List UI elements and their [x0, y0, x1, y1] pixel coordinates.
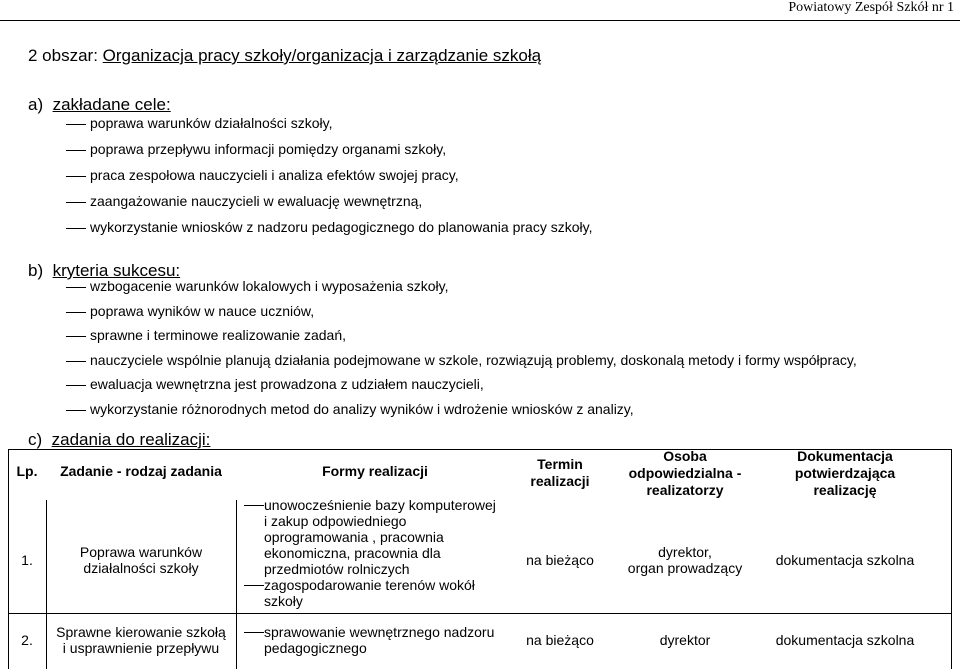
row1-forms-dash: [244, 505, 264, 506]
list-dash: [66, 124, 86, 125]
row2-task-line: i usprawnienie przepływu: [62, 640, 220, 656]
form-line: pedagogicznego: [264, 640, 367, 656]
list-item: ewaluacja wewnętrzna jest prowadzona z udziałem nauczycieli,: [90, 376, 484, 392]
header-term-line: Termin: [537, 456, 583, 472]
list-item: poprawa wyników w nauce uczniów,: [90, 302, 315, 319]
table-right-rule: [951, 449, 952, 669]
header-rule: [0, 20, 960, 21]
row1-person-line: organ prowadzący: [627, 560, 743, 576]
criteria-prefix: b): [28, 261, 44, 280]
list-dash: [66, 410, 86, 411]
form-line: przedmiotów rolniczych: [264, 561, 410, 577]
row2-task: [46, 624, 236, 656]
list-dash: [66, 287, 86, 288]
tasks-label: zadania do realizacji:: [51, 430, 211, 449]
row1-forms-item-1: [264, 497, 496, 577]
row1-task-line: działalności szkoły: [83, 560, 199, 576]
list-dash: [66, 312, 86, 313]
area-name: Organizacja pracy szkoły/organizacja i zarządzanie szkołą: [102, 46, 542, 65]
list-item: wzbogacenie warunków lokalowych i wyposażenia szkoły,: [90, 278, 449, 294]
form-line: i zakup odpowiedniego: [264, 513, 407, 529]
list-dash: [66, 150, 86, 151]
form-line: oprogramowania , pracownia: [264, 529, 444, 545]
row2-forms-dash: [244, 632, 264, 633]
row1-task-line: Poprawa warunków: [79, 544, 203, 560]
list-item: poprawa przepływu informacji pomiędzy organami szkoły,: [90, 141, 447, 157]
table-row-rule: [8, 613, 952, 614]
header-person-line: Osoba: [663, 448, 707, 464]
row2-person: dyrektor: [659, 632, 711, 648]
row1-person-line: dyrektor,: [658, 544, 712, 560]
row2-term: na bieżąco: [526, 632, 594, 648]
header-person-line: odpowiedzialna -: [628, 465, 742, 481]
form-line: szkoły: [264, 593, 303, 609]
header-docs-line: realizację: [813, 482, 877, 498]
area-prefix: 2 obszar:: [28, 46, 103, 65]
row2-lp: 2.: [21, 632, 33, 648]
row2-forms-item-1: [264, 624, 494, 656]
list-item: wykorzystanie wniosków z nadzoru pedagogicznego do planowania pracy szkoły,: [90, 219, 593, 235]
list-dash: [66, 176, 86, 177]
row1-forms-dash: [244, 585, 264, 586]
list-item: praca zespołowa nauczycieli i analiza efektów swojej pracy,: [90, 167, 459, 183]
list-dash: [66, 202, 86, 203]
form-line: zagospodarowanie terenów wokół: [264, 577, 475, 593]
row1-term: na bieżąco: [526, 552, 594, 568]
row2-task-line: Sprawne kierowanie szkołą: [56, 624, 226, 640]
row1-person: [615, 544, 755, 576]
list-dash: [66, 385, 86, 386]
header-task: Zadanie - rodzaj zadania: [60, 463, 222, 479]
header-forms: Formy realizacji: [322, 463, 428, 479]
table-col-rule-2: [236, 500, 237, 669]
header-term: [510, 456, 610, 490]
area-title: [28, 46, 541, 66]
list-dash: [66, 361, 86, 362]
goals-prefix: a): [28, 95, 44, 114]
list-item: wykorzystanie różnorodnych metod do analizy wyników i wdrożenie wniosków z analizy,: [90, 400, 634, 417]
row1-task: [46, 544, 236, 576]
header-person: [615, 448, 755, 499]
list-dash: [66, 228, 86, 229]
tasks-prefix: c): [28, 430, 43, 449]
list-dash: [66, 336, 86, 337]
list-item: nauczyciele wspólnie planują działania podejmowane w szkole, rozwiązują problemy, doskonalą metody i formy współpracy,: [90, 351, 857, 368]
row1-docs: dokumentacja szkolna: [775, 552, 915, 568]
header-lp: Lp.: [16, 463, 38, 479]
header-docs-line: Dokumentacja: [797, 448, 893, 464]
row2-docs: dokumentacja szkolna: [775, 632, 915, 648]
form-line: sprawowanie wewnętrznego nadzoru: [264, 624, 495, 640]
header-docs-line: potwierdzająca: [794, 465, 896, 481]
goals-label: zakładane cele:: [52, 95, 171, 114]
form-line: unowocześnienie bazy komputerowej: [264, 497, 496, 513]
list-item: sprawne i terminowe realizowanie zadań,: [90, 327, 347, 343]
header-term-line: realizacji: [530, 473, 590, 489]
row1-forms-item-2: [264, 577, 475, 609]
header-docs: [770, 448, 920, 499]
criteria-label: kryteria sukcesu:: [52, 261, 181, 280]
form-line: ekonomiczna, pracownia dla: [264, 545, 441, 561]
row1-lp: 1.: [21, 552, 33, 568]
page-header: Powiatowy Zespół Szkół nr 1: [788, 0, 954, 15]
list-item: poprawa warunków działalności szkoły,: [90, 115, 333, 131]
goals-heading: [28, 95, 171, 115]
tasks-heading: [28, 430, 210, 450]
list-item: zaangażowanie nauczycieli w ewaluację wewnętrzną,: [90, 193, 423, 209]
header-person-line: realizatorzy: [646, 482, 724, 498]
